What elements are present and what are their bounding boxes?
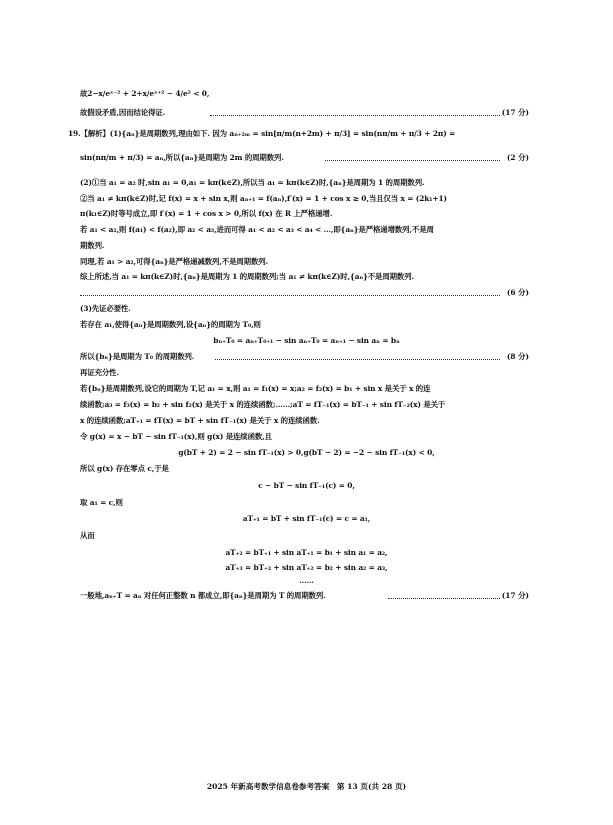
text-line: ②当 a₁ ≠ kπ(k∈Z)时,记 f(x) = x + sin x,则 aₙ₊₁ = f(aₙ),f′(x) = 1 + cos x ≥ 0,当且仅当 x = (2k₁+1) <box>80 194 447 203</box>
text-line: 再证充分性. <box>80 368 119 377</box>
text-line: 从而 <box>80 531 95 540</box>
page-footer: 2025 年新高考数学信息卷参考答案 第 13 页(共 28 页) <box>206 782 407 791</box>
text-line: 令 g(x) = x − bT − sin fT₋₁(x),则 g(x) 是连续函数,且 <box>80 432 272 441</box>
equation-line: c − bT − sin fT₋₁(c) = 0, <box>258 481 355 490</box>
equation-line: g(bT + 2) = 2 − sin fT₋₁(x) > 0,g(bT − 2) = −2 − sin fT₋₁(x) < 0, <box>178 448 435 457</box>
score-label: (8 分) <box>506 352 529 361</box>
score-label: (17 分) <box>501 108 529 117</box>
dotted-leader <box>215 359 500 360</box>
text-line: (3)先证必要性. <box>80 304 131 313</box>
equation-line: aT₊₁ = bT + sin fT₋₁(c) = c = a₁, <box>242 514 371 523</box>
text-line: 同理,若 a₁ > a₂,可得{aₙ}是严格递减数列,不是周期数列. <box>80 257 269 266</box>
text-line: 若存在 a₁,使得{aₙ}是周期数列,设{aₙ}的周期为 T₀,则 <box>80 320 261 329</box>
ellipsis-line: …… <box>299 576 314 585</box>
text-line: 若{bₙ}是周期数列,设它的周期为 T,记 a₁ = x,则 a₁ = f₁(x) = x;a₂ = f₂(x) = b₁ + sin x 是关于 x 的连 <box>80 384 431 393</box>
text-line: (2)①当 a₁ = a₂ 时,sin a₁ = 0,a₁ = kπ(k∈Z),所以当 a₁ = kπ(k∈Z)时,{aₙ}是周期为 1 的周期数列. <box>80 178 425 187</box>
dotted-leader <box>325 160 500 161</box>
text-line: 所以{bₙ}是周期为 T₀ 的周期数列. <box>80 352 195 361</box>
text-line: π(k₁∈Z)时等号成立,即 f′(x) = 1 + cos x > 0,所以 f(x) 在 R 上严格递增. <box>80 209 333 218</box>
text-line: x 的连续函数;aT₊₁ = fT(x) = bT + sin fT₋₁(x) 是关于 x 的连续函数. <box>80 416 320 425</box>
text-line: 所以 g(x) 存在零点 c,于是 <box>80 464 169 473</box>
text-line: 期数列. <box>80 241 105 250</box>
text-line: 故假设矛盾,因而结论得证. <box>80 108 166 117</box>
text-line: 综上所述,当 a₁ = kπ(k∈Z)时,{aₙ}是周期为 1 的周期数列;当 a₁ ≠ kπ(k∈Z)时,{aₙ}不是周期数列. <box>80 272 414 281</box>
text-line: 取 a₁ = c,则 <box>80 498 123 507</box>
text-line: 续函数;a₃ = f₃(x) = b₂ + sin f₂(x) 是关于 x 的连续函数;……;aT = fT₋₁(x) = bT₋₁ + sin fT₋₂(x) 是关于 <box>80 400 446 409</box>
score-label: (6 分) <box>506 288 529 297</box>
text-line: 一般地,aₙ₊T = aₙ 对任何正整数 n 都成立,即{aₙ}是周期为 T 的周期数列. <box>80 591 326 600</box>
equation-line: bₙ₊T₀ = aₙ₊T₀₊₁ − sin aₙ₊T₀ = aₙ₊₁ − sin aₙ = bₙ <box>213 336 400 345</box>
text-line: 若 a₁ < a₂,则 f(a₁) < f(a₂),即 a₂ < a₃,进而可得 a₁ < a₂ < a₃ < a₄ < …,即{aₙ}是严格递增数列,不是周 <box>80 225 434 234</box>
text-line: sin(nπ/m + π/3) = aₙ,所以{aₙ}是周期为 2m 的周期数列. <box>80 153 284 162</box>
equation-line: aT₊₃ = bT₊₂ + sin aT₊₂ = b₂ + sin a₂ = a₃, <box>225 563 388 572</box>
text-line: 19.【解析】(1){aₙ}是周期数列,理由如下. 因为 aₙ₊₂ₘ = sin[π/m(n+2m) + π/3] = sin(nπ/m + π/3 + 2π) = <box>68 129 456 138</box>
score-label: (2 分) <box>506 153 529 162</box>
score-label: (17 分) <box>501 591 529 600</box>
dotted-leader <box>388 598 500 599</box>
dotted-leader <box>80 295 500 296</box>
dotted-leader <box>210 115 500 116</box>
equation-line: aT₊₂ = bT₊₁ + sin aT₊₁ = b₁ + sin a₁ = a₂, <box>225 548 388 557</box>
text-line: 故2−x/eˣ⁻² + 2+x/eˣ⁺² − 4/e² < 0, <box>80 89 210 98</box>
